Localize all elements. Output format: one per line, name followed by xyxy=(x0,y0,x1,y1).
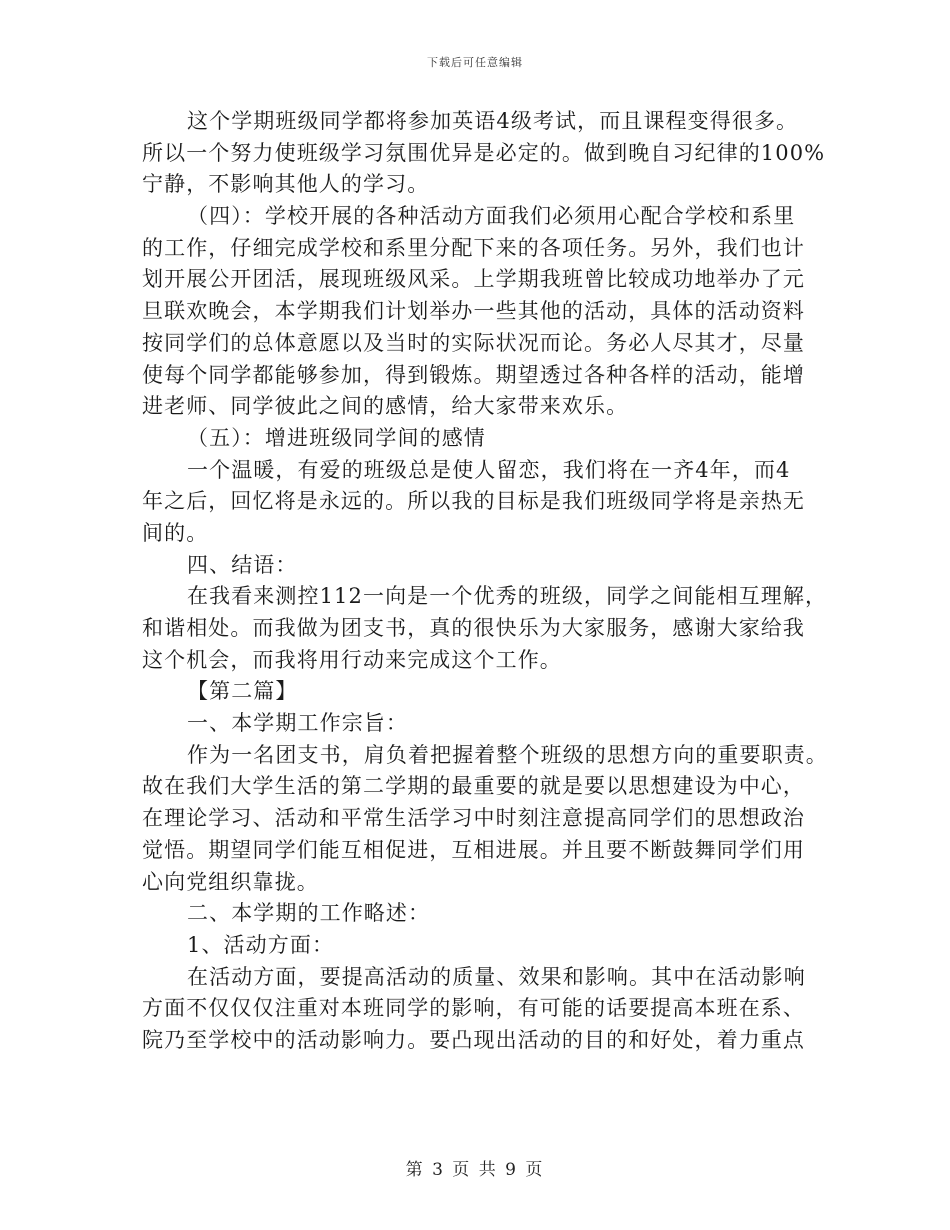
paragraph-line: 这个学期班级同学都将参加英语4级考试，而且课程变得很多。 xyxy=(187,109,799,133)
paragraph-line: 进老师、同学彼此之间的感情，给大家带来欢乐。 xyxy=(142,394,629,419)
paragraph-line: 在活动方面，要提高活动的质量、效果和影响。其中在活动影响 xyxy=(187,964,806,989)
paragraph-line: 院乃至学校中的活动影响力。要凸现出活动的目的和好处，着力重点 xyxy=(142,1027,805,1052)
paragraph-line: 宁静，不影响其他人的学习。 xyxy=(142,172,430,197)
paragraph-line: 划开展公开团活，展现班级风采。上学期我班曾比较成功地举办了元 xyxy=(142,267,805,292)
part-two-heading: 【第二篇】 xyxy=(187,679,298,704)
paragraph-line: 所以一个努力使班级学习氛围优异是必定的。做到晚自习纪律的100% xyxy=(142,140,826,165)
paragraph-line: 在我看来测控112一向是一个优秀的班级，同学之间能相互理解， xyxy=(187,584,828,609)
page-number-footer: 第 3 页 共 9 页 xyxy=(405,1160,545,1180)
section-heading-conclusion: 四、结语： xyxy=(187,552,298,577)
paragraph-line: 按同学们的总体意愿以及当时的实际状况而论。务必人尽其才，尽量 xyxy=(142,330,805,355)
paragraph-line: 和谐相处。而我做为团支书，真的很快乐为大家服务，感谢大家给我 xyxy=(142,616,805,640)
paragraph-line: 心向党组织靠拢。 xyxy=(142,869,319,894)
paragraph-line: 一个温暖，有爱的班级总是使人留恋，我们将在一齐4年，而4 xyxy=(187,457,791,482)
paragraph-line: 旦联欢晚会，本学期我们计划举办一些其他的活动，具体的活动资料 xyxy=(142,299,805,324)
paragraph-line: 年之后，回忆将是永远的。所以我的目标是我们班级同学将是亲热无 xyxy=(142,489,805,514)
paragraph-line: 故在我们大学生活的第二学期的最重要的就是要以思想建设为中心， xyxy=(142,774,805,799)
subsection-heading-activities: 1、活动方面： xyxy=(187,932,335,957)
section-heading-purpose: 一、本学期工作宗旨： xyxy=(187,711,408,736)
section-heading-overview: 二、本学期的工作略述： xyxy=(187,901,431,926)
page-header: 下载后可任意编辑 xyxy=(427,56,523,69)
section-heading-four: （四）：学校开展的各种活动方面我们必须用心配合学校和系里 xyxy=(187,204,796,229)
document-body xyxy=(142,106,828,1057)
section-heading-five: （五）：增进班级同学间的感情 xyxy=(187,425,486,450)
paragraph-line: 间的。 xyxy=(142,520,209,545)
paragraph-line: 方面不仅仅仅注重对本班同学的影响，有可能的话要提高本班在系、 xyxy=(142,996,805,1021)
paragraph-line: 觉悟。期望同学们能互相促进，互相进展。并且要不断鼓舞同学们用 xyxy=(142,837,805,862)
paragraph-line: 作为一名团支书，肩负着把握着整个班级的思想方向的重要职责。 xyxy=(187,742,828,767)
paragraph-line: 在理论学习、活动和平常生活学习中时刻注意提高同学们的思想政治 xyxy=(142,806,805,831)
paragraph-line: 这个机会，而我将用行动来完成这个工作。 xyxy=(142,647,562,672)
paragraph-line: 使每个同学都能够参加，得到锻炼。期望透过各种各样的活动，能增 xyxy=(142,362,805,387)
paragraph-line: 的工作，仔细完成学校和系里分配下来的各项任务。另外，我们也计 xyxy=(142,235,805,260)
